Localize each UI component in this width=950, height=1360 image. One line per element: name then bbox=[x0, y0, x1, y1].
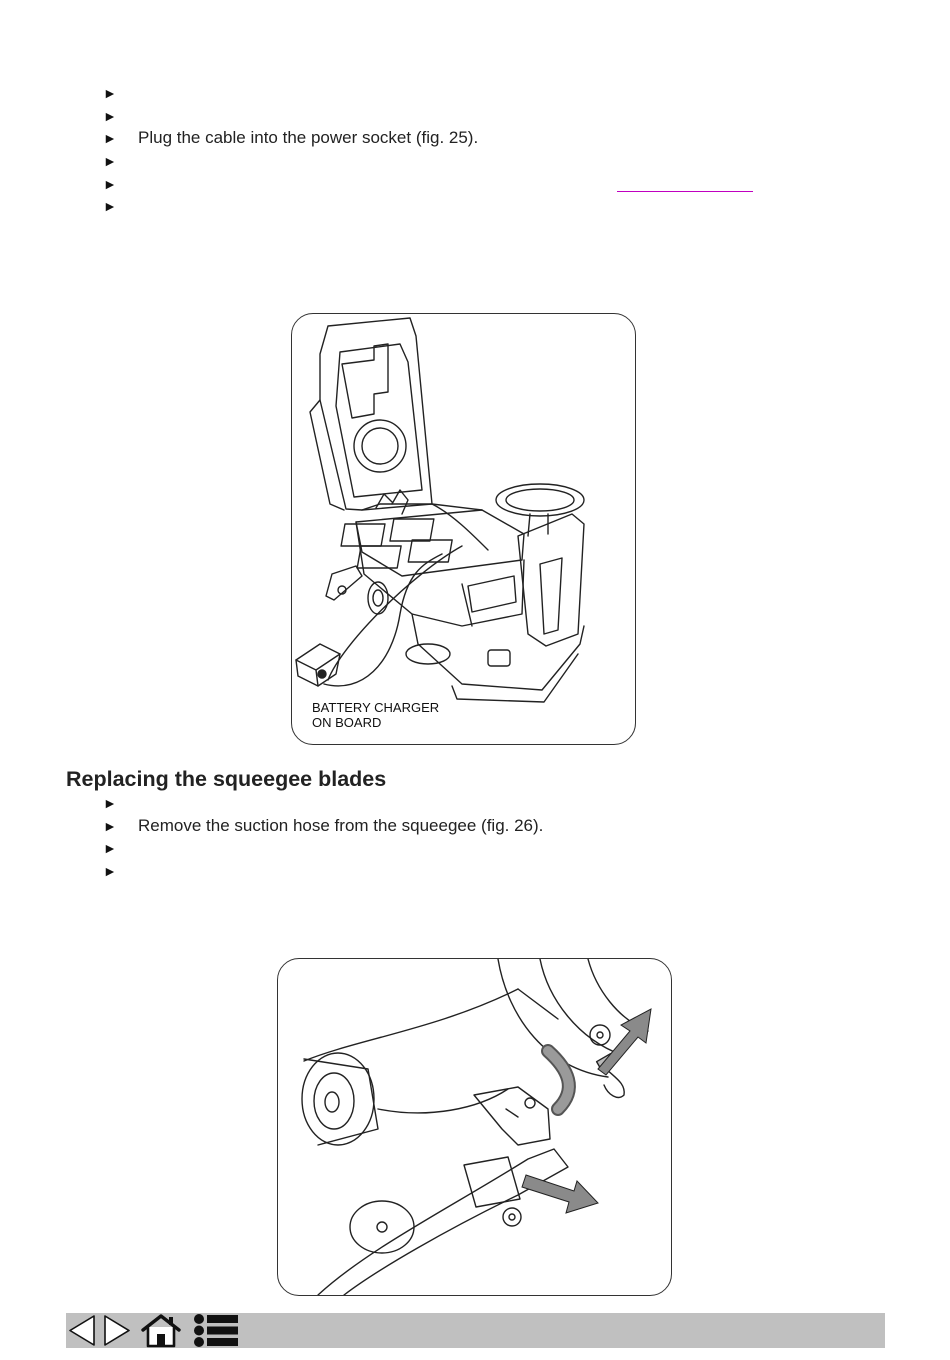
next-page-button[interactable] bbox=[101, 1313, 133, 1348]
list-item bbox=[103, 195, 478, 218]
home-icon bbox=[140, 1313, 182, 1348]
list-item bbox=[103, 105, 478, 128]
contents-list-button[interactable] bbox=[192, 1313, 240, 1348]
hyperlink-underline[interactable] bbox=[617, 191, 753, 192]
instruction-list-battery-charging bbox=[103, 82, 478, 218]
bullet-arrow-icon: ► bbox=[103, 817, 117, 834]
list-item-text: Remove the suction hose from the squeegee (fig. 26). bbox=[138, 815, 544, 835]
list-item-text: Plug the cable into the power socket (fig. 25). bbox=[138, 128, 479, 148]
bullet-arrow-icon: ► bbox=[103, 85, 117, 102]
figure-squeegee-hose-removal bbox=[277, 958, 672, 1296]
list-item bbox=[103, 860, 543, 883]
list-item bbox=[103, 127, 478, 150]
home-button[interactable] bbox=[140, 1313, 182, 1348]
next-page-icon bbox=[101, 1313, 133, 1348]
previous-page-icon bbox=[66, 1313, 98, 1348]
previous-page-button[interactable] bbox=[66, 1313, 98, 1348]
bullet-arrow-icon: ► bbox=[103, 863, 117, 880]
bullet-arrow-icon: ► bbox=[103, 795, 117, 812]
bullet-arrow-icon: ► bbox=[103, 175, 117, 192]
figure-caption-label bbox=[312, 700, 439, 730]
bullet-arrow-icon: ► bbox=[103, 840, 117, 857]
caption-line: BATTERY CHARGER bbox=[312, 700, 440, 715]
list-item bbox=[103, 82, 478, 105]
bullet-arrow-icon: ► bbox=[103, 198, 117, 215]
bullet-arrow-icon: ► bbox=[103, 130, 117, 147]
removal-arrows-icon bbox=[278, 959, 671, 1295]
footer-navigation-bar bbox=[66, 1313, 885, 1348]
bullet-arrow-icon: ► bbox=[103, 153, 117, 170]
caption-line: ON BOARD bbox=[312, 715, 382, 730]
contents-list-icon bbox=[192, 1313, 240, 1348]
list-item bbox=[103, 172, 478, 195]
bullet-arrow-icon: ► bbox=[103, 107, 117, 124]
scrubber-dryer-illustration bbox=[292, 314, 635, 744]
instruction-list-squeegee bbox=[103, 792, 543, 882]
list-item bbox=[103, 150, 478, 173]
section-title: Replacing the squeegee blades bbox=[66, 767, 387, 791]
figure-battery-charger-on-board bbox=[291, 313, 636, 745]
list-item bbox=[103, 837, 543, 860]
list-item bbox=[103, 792, 543, 815]
list-item bbox=[103, 815, 543, 838]
